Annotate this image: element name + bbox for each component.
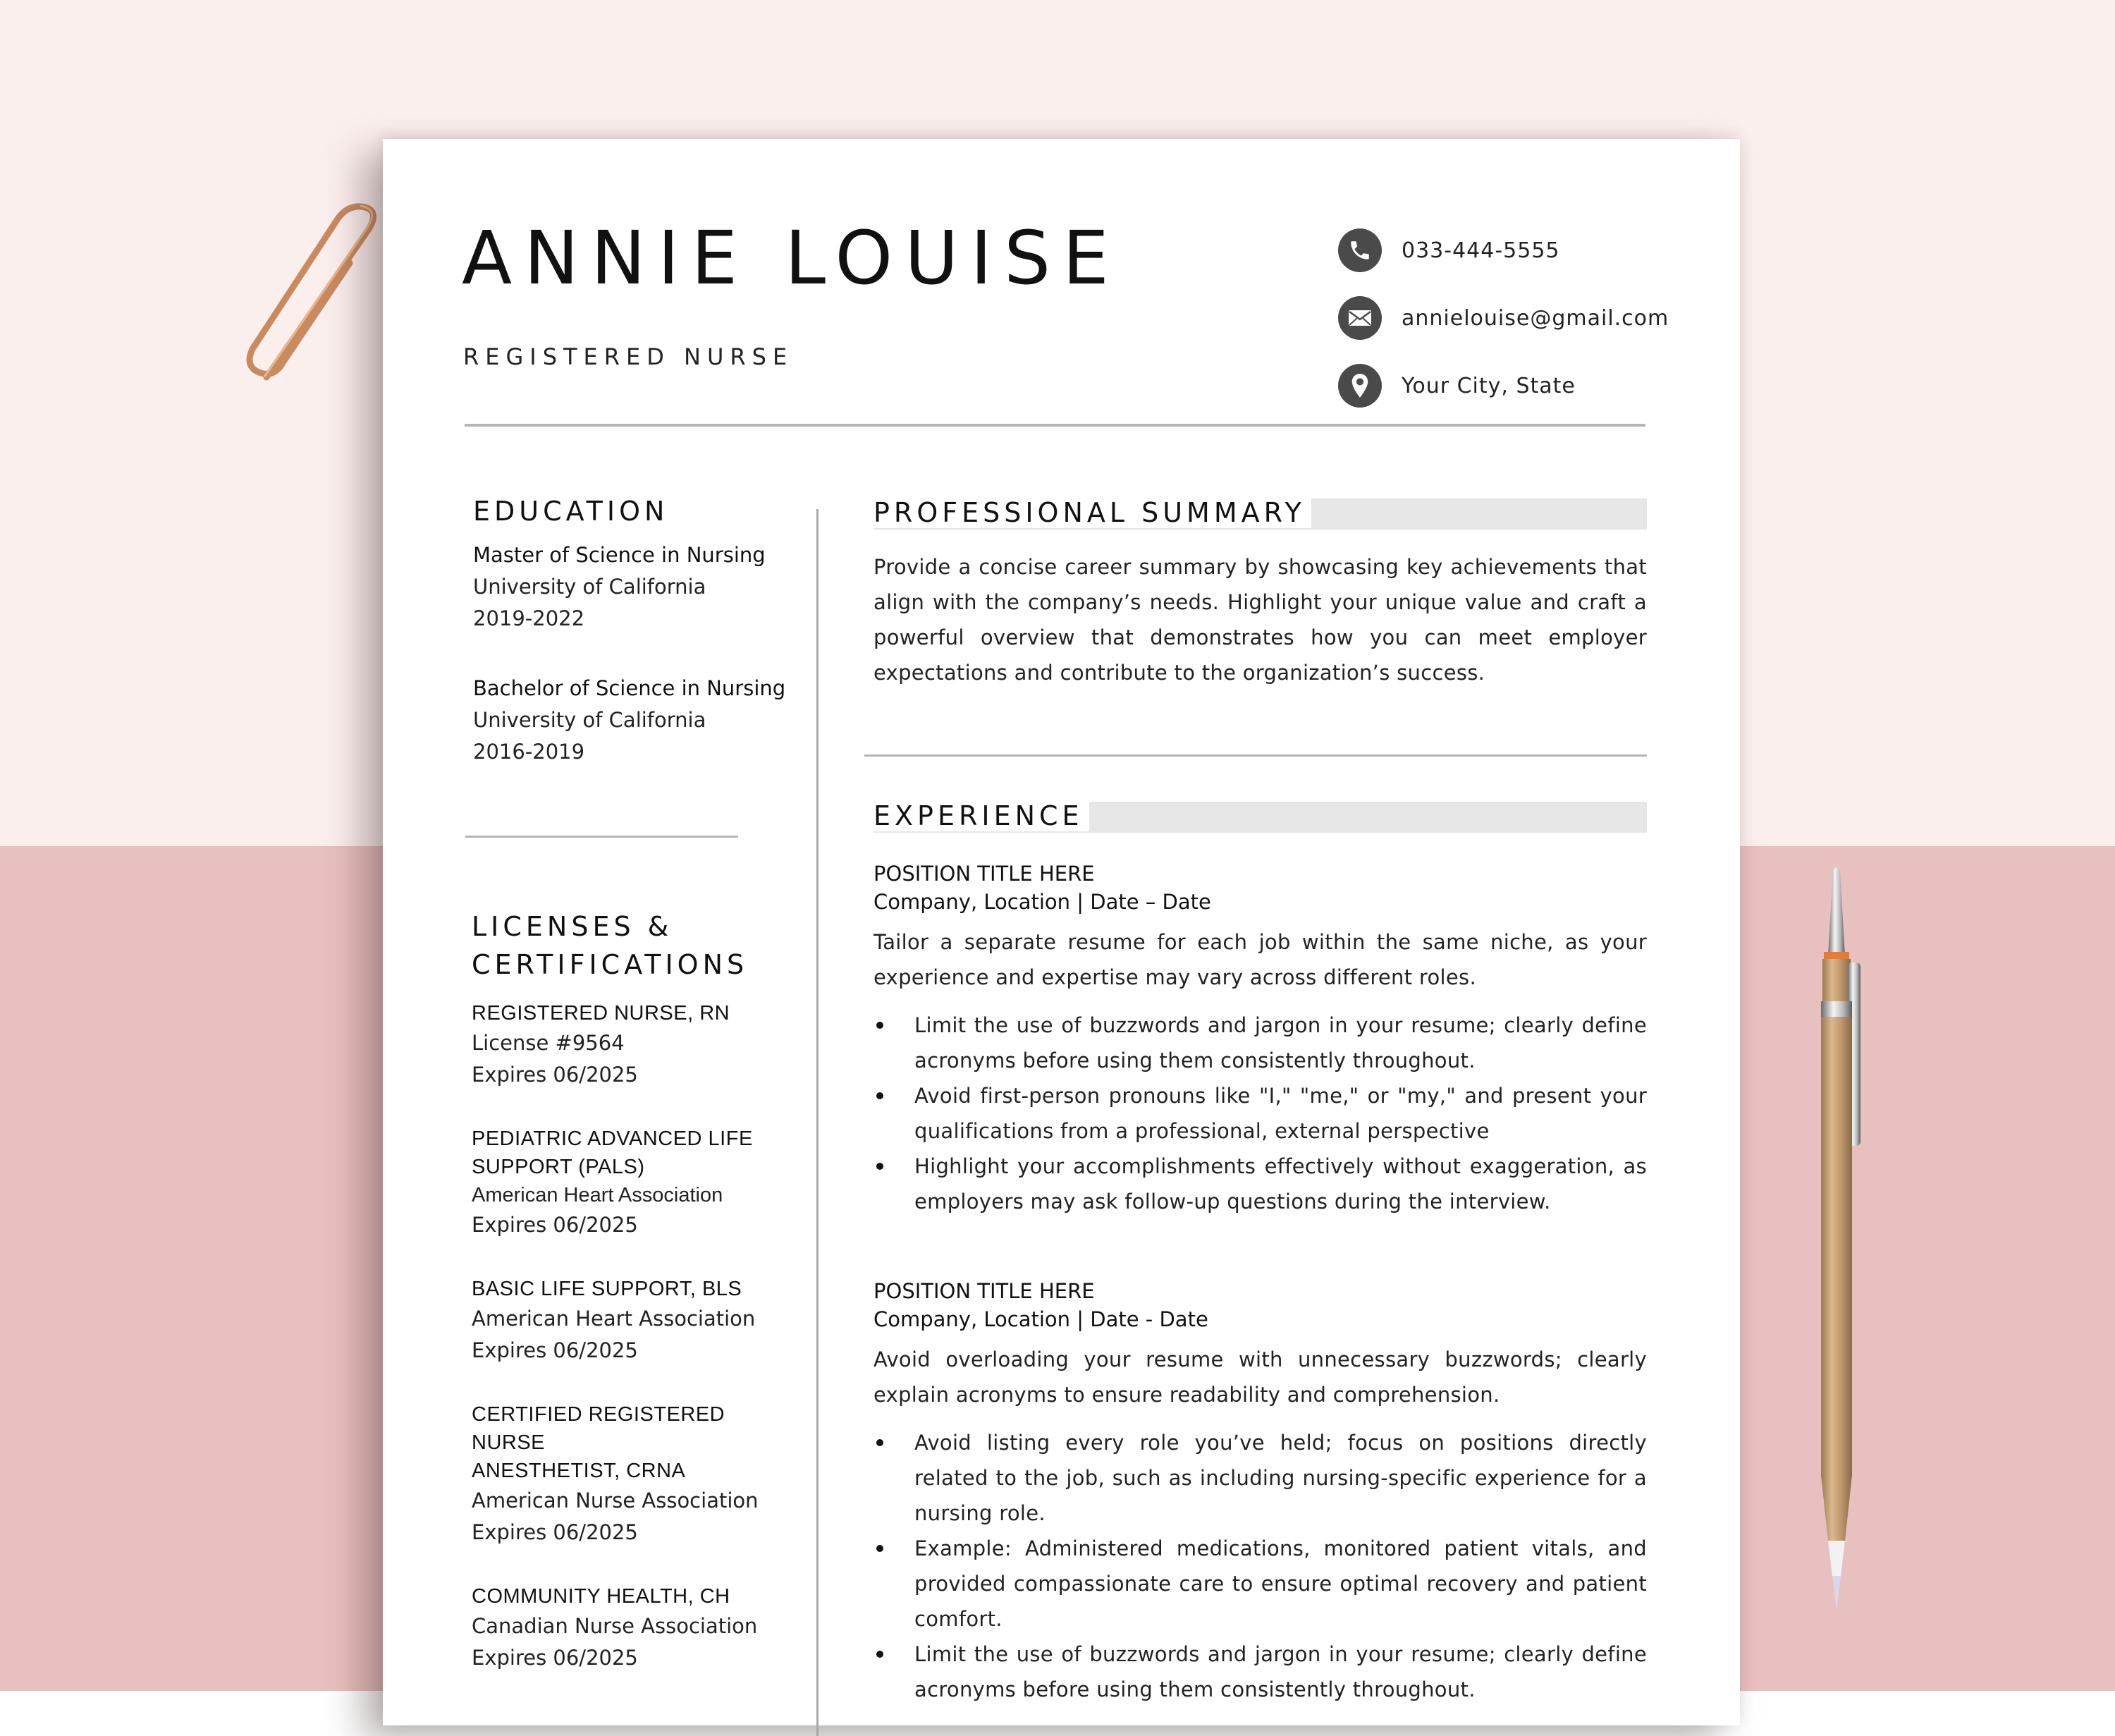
- license-title: COMMUNITY HEALTH, CH: [472, 1585, 730, 1608]
- list-item: [873, 1149, 1647, 1219]
- candidate-job-title: REGISTERED NURSE: [463, 343, 794, 370]
- license-title: REGISTERED NURSE, RN: [472, 1002, 730, 1025]
- license-expiry: Expires 06/2025: [472, 1520, 638, 1544]
- summary-section: [873, 499, 1647, 690]
- license-title: SUPPORT (PALS): [472, 1156, 645, 1178]
- paperclip-icon: [224, 201, 386, 391]
- job-bullets: [873, 1008, 1647, 1219]
- education-degree: Master of Science in Nursing: [473, 543, 766, 567]
- bullet-icon: [876, 1545, 883, 1552]
- license-title: CERTIFIED REGISTERED NURSE: [472, 1403, 725, 1454]
- job-description: Tailor a separate resume for each job within the same niche, as your experience and expertise may vary across different roles.: [873, 930, 1647, 989]
- bullet-text: Limit the use of buzzwords and jargon in your resume; clearly define acronyms before using them consistently throughout.: [914, 1013, 1647, 1072]
- license-detail: American Heart Association: [472, 1307, 756, 1331]
- email-address: annielouise@gmail.com: [1402, 305, 1669, 331]
- bullet-icon: [876, 1092, 883, 1099]
- bullet-icon: [876, 1651, 883, 1658]
- bullet-text: Highlight your accomplishments effectively without exaggeration, as employers may ask follow-up questions during the interview.: [914, 1154, 1647, 1214]
- licenses-title-line2: CERTIFICATIONS: [472, 949, 749, 980]
- list-item: [873, 1008, 1647, 1078]
- experience-title-bar: [873, 802, 1647, 833]
- email-icon: [1338, 296, 1382, 340]
- license-expiry: Expires 06/2025: [472, 1063, 638, 1087]
- list-item: [873, 1078, 1647, 1149]
- bullet-text: Avoid first-person pronouns like "I," "me," or "my," and present your qualifications from a professional, external perspective: [914, 1084, 1647, 1143]
- job-bullets: [873, 1425, 1647, 1707]
- licenses-section: [472, 907, 803, 1674]
- license-expiry: Expires 06/2025: [472, 1338, 638, 1362]
- license-item: [472, 1125, 803, 1241]
- location-icon: [1338, 364, 1382, 408]
- license-item: [472, 1275, 803, 1367]
- education-years: 2019-2022: [473, 606, 585, 630]
- license-detail: License #9564: [472, 1031, 625, 1055]
- phone-icon: [1338, 228, 1382, 272]
- candidate-name: ANNIE LOUISE: [462, 215, 1121, 301]
- license-item: [472, 1582, 803, 1674]
- job-company: Company, Location | Date - Date: [873, 1307, 1208, 1331]
- education-item: [473, 539, 804, 635]
- contact-email: [1338, 284, 1705, 352]
- license-detail: American Heart Association: [472, 1184, 723, 1206]
- contact-location: [1338, 352, 1705, 420]
- summary-text: Provide a concise career summary by showcasing key achievements that align with the company’s needs. Highlight your unique value and craft a powerful overview that demonstrates how you can meet employer expectations and contribute to the organization’s success.: [873, 555, 1647, 685]
- license-item: [472, 999, 803, 1091]
- education-school: University of California: [473, 708, 706, 732]
- bullet-icon: [876, 1439, 883, 1446]
- licenses-title: [472, 907, 803, 984]
- job-position: POSITION TITLE HERE: [873, 1279, 1095, 1303]
- license-title: BASIC LIFE SUPPORT, BLS: [472, 1278, 742, 1300]
- experience-job: [873, 860, 1647, 1219]
- licenses-title-line1: LICENSES &: [472, 911, 673, 942]
- license-expiry: Expires 06/2025: [472, 1646, 638, 1670]
- job-company: Company, Location | Date – Date: [873, 890, 1211, 914]
- bullet-text: Example: Administered medications, monitored patient vitals, and provided compassionate care to ensure optimal recovery and patient comfort.: [914, 1536, 1647, 1631]
- pen-icon: [1794, 864, 1893, 1618]
- experience-section: [873, 802, 1647, 1707]
- license-item: [472, 1400, 803, 1548]
- bullet-icon: [876, 1022, 883, 1029]
- contact-list: [1338, 216, 1705, 420]
- list-item: [873, 1531, 1647, 1637]
- education-divider: [465, 836, 738, 838]
- education-item: [473, 673, 804, 768]
- bullet-icon: [876, 1163, 883, 1170]
- license-detail: American Nurse Association: [472, 1489, 759, 1512]
- experience-title: EXPERIENCE: [873, 800, 1089, 831]
- education-title: EDUCATION: [473, 496, 669, 527]
- resume-page: [383, 139, 1740, 1725]
- contact-phone: [1338, 216, 1705, 284]
- summary-title-bar: [873, 499, 1647, 530]
- license-title: PEDIATRIC ADVANCED LIFE: [472, 1127, 753, 1150]
- summary-title: PROFESSIONAL SUMMARY: [873, 497, 1311, 528]
- job-position: POSITION TITLE HERE: [873, 862, 1095, 886]
- header-divider: [465, 424, 1645, 427]
- bullet-text: Avoid listing every role you’ve held; focus on positions directly related to the job, such as including nursing-specific experience for a nursing role.: [914, 1431, 1647, 1525]
- license-detail: Canadian Nurse Association: [472, 1614, 758, 1638]
- education-years: 2016-2019: [473, 740, 585, 764]
- bullet-text: Limit the use of buzzwords and jargon in your resume; clearly define acronyms before using them consistently throughout.: [914, 1642, 1647, 1701]
- license-title: ANESTHETIST, CRNA: [472, 1460, 686, 1482]
- education-school: University of California: [473, 575, 706, 599]
- location-text: Your City, State: [1402, 373, 1576, 398]
- license-expiry: Expires 06/2025: [472, 1213, 638, 1237]
- list-item: [873, 1425, 1647, 1531]
- phone-number: 033-444-5555: [1402, 238, 1560, 263]
- column-divider: [816, 509, 819, 1736]
- education-degree: Bachelor of Science in Nursing: [473, 676, 786, 700]
- summary-divider: [864, 754, 1647, 757]
- education-section: [473, 496, 804, 768]
- experience-job: [873, 1277, 1647, 1707]
- list-item: [873, 1637, 1647, 1707]
- job-description: Avoid overloading your resume with unnecessary buzzwords; clearly explain acronyms to ensure readability and comprehension.: [873, 1347, 1647, 1407]
